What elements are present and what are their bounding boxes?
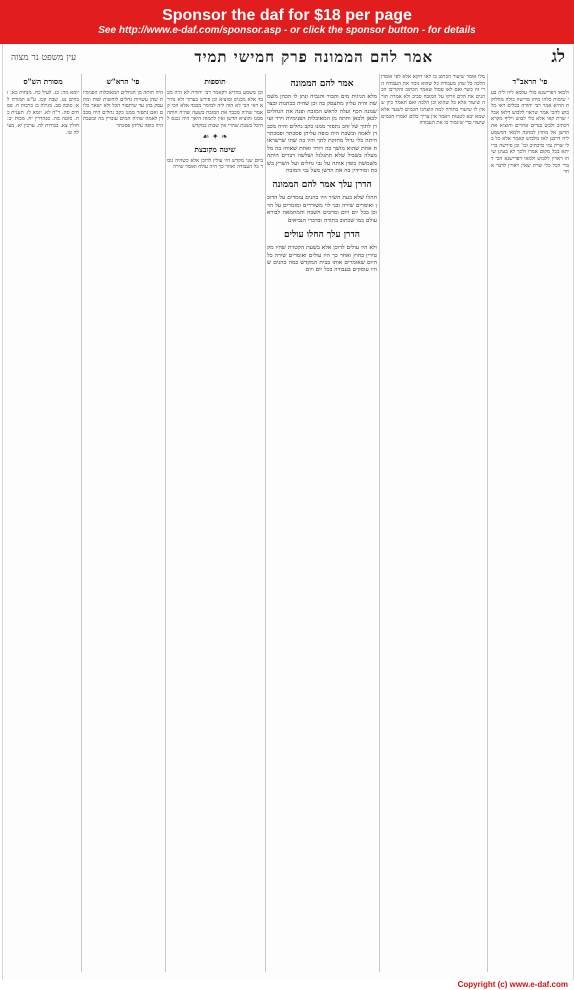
sponsor-subtitle[interactable]: See http://www.e-daf.com/sponsor.asp - or click the sponsor button - for details (98, 25, 476, 36)
ornament-divider: ❧ ✦ ☙ (202, 131, 228, 141)
tosafot-text: וכן משמע בהדיא דקאמר רבי יהודה לא היה מכבד אלא מכניס ומוציא וכן פירש בערוך ולא נהירא דאי הכי לא הוה ליה למימר מכבד אלא הכי קאמר שהיה מכבד את המזבח בשעה שהיה חותה ממנו והוציא הדשן ואין לתמוה היאך היה נכנס להיכל בשבת שהרי אין שבות במקדש (167, 90, 263, 129)
inner-commentary-text: מלו אומר שיעור הכתוב בו לאו דוקא אלא לפי אומדן הלכה כל שהן מעבודה כל שהוא גומר את העבודה הרי זה כשר ואם לאו פסול שאמר הכתוב והקריבו הכהנים את הדם וזרקו על המזבח סביב ולא אמרה תורה שיעור אלא כל שהוא וכן הלכה ואם תאמר כיון שאין לו שיעור בתורה למה הוצרכו חכמים לשער אלא שמא יבא לטעות ויאמר אין צריך כלום ואמרו חכמים שיעור כדי שיגמור בו את העבודה (381, 74, 485, 127)
column-rule (165, 74, 166, 972)
footer (0, 980, 574, 990)
tosafot-heading: תוספות (204, 77, 226, 86)
cross-reference-heading: מסורת הש"ס (23, 77, 63, 86)
inner-commentary-column (381, 74, 485, 974)
header-side-note: עין משפט נר מצוה (11, 52, 77, 63)
copyright-link[interactable]: Copyright (c) www.e-daf.com (457, 980, 568, 989)
raavad-heading: פי' הראב"ד (512, 77, 548, 86)
chapter-next-body: חהלו שלא בעת השיר היו כהנים עומדים על הדוכן ואומרים שירה ובני לוי משוררים ומזמרים על הדוכן בכל יום ויום ומרבים השבח והמחמאה לבורא עולם כמו שכתוב בתורה ובדברי הנביאים (267, 195, 377, 224)
chapter-end-heading-2: הדרן עלך החלו עולים (284, 230, 360, 241)
raavad-text: ולמאי דפרישנא כולי עלמא ליה ליה בעי שימות כלהו מיהו פרישה כולה מחלוקת ההיא אמר רבי יהודה בכלים ראו מלבוש להכי אמר שראוי ללבוש דלאו אכלי שרת קאי אלא כלי לבוש ויליף מקרא דכתיב ולבש בגדים אחרים והוציא את הדשן אל מחוץ למחנה ולמאי דמשמע ליה דרבנן לאו מלבוש קאמר אלא כל כלי שרת נמי כדכתיב וכו' וכן פירשה ברייתא בכל מקום אמרו ולכך לא בעינן שיהו ראויין ללבוש ולמאי דפרישנא הכי דברי הכל כלי שרת שאין ראויין לדבר אחר (491, 90, 569, 176)
tosafot-column (167, 74, 263, 974)
shita-heading: שיטה מקובצת (194, 144, 236, 154)
raavad-commentary-column (491, 74, 569, 974)
rosh-text: היה חותה מן הגחלים המאוכלות הפנימיות שהן עשויות גחלים לוחשות יפות ומתעסק בהן עד שיתפזר הכל ולא ישאר כלום ואם נתפזר ממנו כקב גחלים היה מכבדן לאמה שהיה המים עוברין בה ובשבת היה כופה עליהן פסכתר (83, 90, 163, 129)
column-rule (379, 74, 380, 972)
column-rule (265, 74, 266, 972)
page-number: לג (551, 47, 565, 67)
chapter-title: אמר להם הממונה פרק חמישי תמיד (194, 47, 434, 66)
rosh-heading: פי' הרא"ש (106, 77, 140, 86)
column-rule (81, 74, 82, 972)
shita-text: ביום שני מקדש היו עולין לדוכן אלא כשהיה גומר כל העבודה ואחר כך היה עולה ואומר שירה (167, 157, 263, 171)
chapter-final-body: ולא היו עולים לדוכן אלא בשעת הקטרת שהיו מקטירין בחוץ ואחר כך היו עולים ואומרים שירה כל היום שאומרים אותו בבית המקדש כמה כהנים שהיו עוסקים בעבודה בכל יום ויום (267, 245, 377, 274)
rosh-commentary-column (83, 74, 163, 974)
main-text-column (267, 74, 377, 974)
page-header (3, 44, 573, 70)
cross-reference-column (7, 74, 79, 974)
cross-reference-text: יומא מה: כג. לעיל כח. מנחות כא: זבחים נט. שבת קכו. ע"ש תמורה לא: סוכה מב. מגילה כ: ברכות ח. פסחים סה. ר"ה לא. יומא לז. תענית כח. סוטה מה. סנהדרין יח. מכות יב: חולין צא. בכורות לה. ערכין יא. מעילה טו. (7, 90, 79, 136)
column-rule (487, 74, 488, 972)
main-text-heading: אמר להם הממונה (290, 79, 354, 89)
talmud-page (2, 44, 574, 980)
sponsor-banner[interactable] (0, 0, 574, 44)
sponsor-title[interactable]: Sponsor the daf for $18 per page (162, 7, 412, 24)
chapter-end-heading: הדרן עלך אמר להם הממונה (272, 180, 372, 191)
main-text-body: מלא הגיגית מים והבור והגביה ונתן לו הכהן משמשת והיה עליון מתעסק בה וכן שהיה בכתנות ובצד שמנה הכף ועלה לראש המזבח ופנה את הגחלים לכאן ולכאן וחתה מן המאוכלות הפנימיות וירד ועירן לתוך של זהב נתפזר ממנו כקב גחלים והיה מכבדן לאמה ובשבת היה כופה עליהן פסכתר ופסכתר היתה כלי גדול מחזקת לתך והיו בה שתי שרשראות אחת שהוא מושך בה ויורד ואחת שאוחז בה מלמעלה בשביל שלא תתגלגל ושלשה דברים היתה משמשת כופין אותה על גבי גחלים ועל השרץ בשבת ומורידין בה את הדשן מעל גבי המזבח (267, 94, 377, 175)
